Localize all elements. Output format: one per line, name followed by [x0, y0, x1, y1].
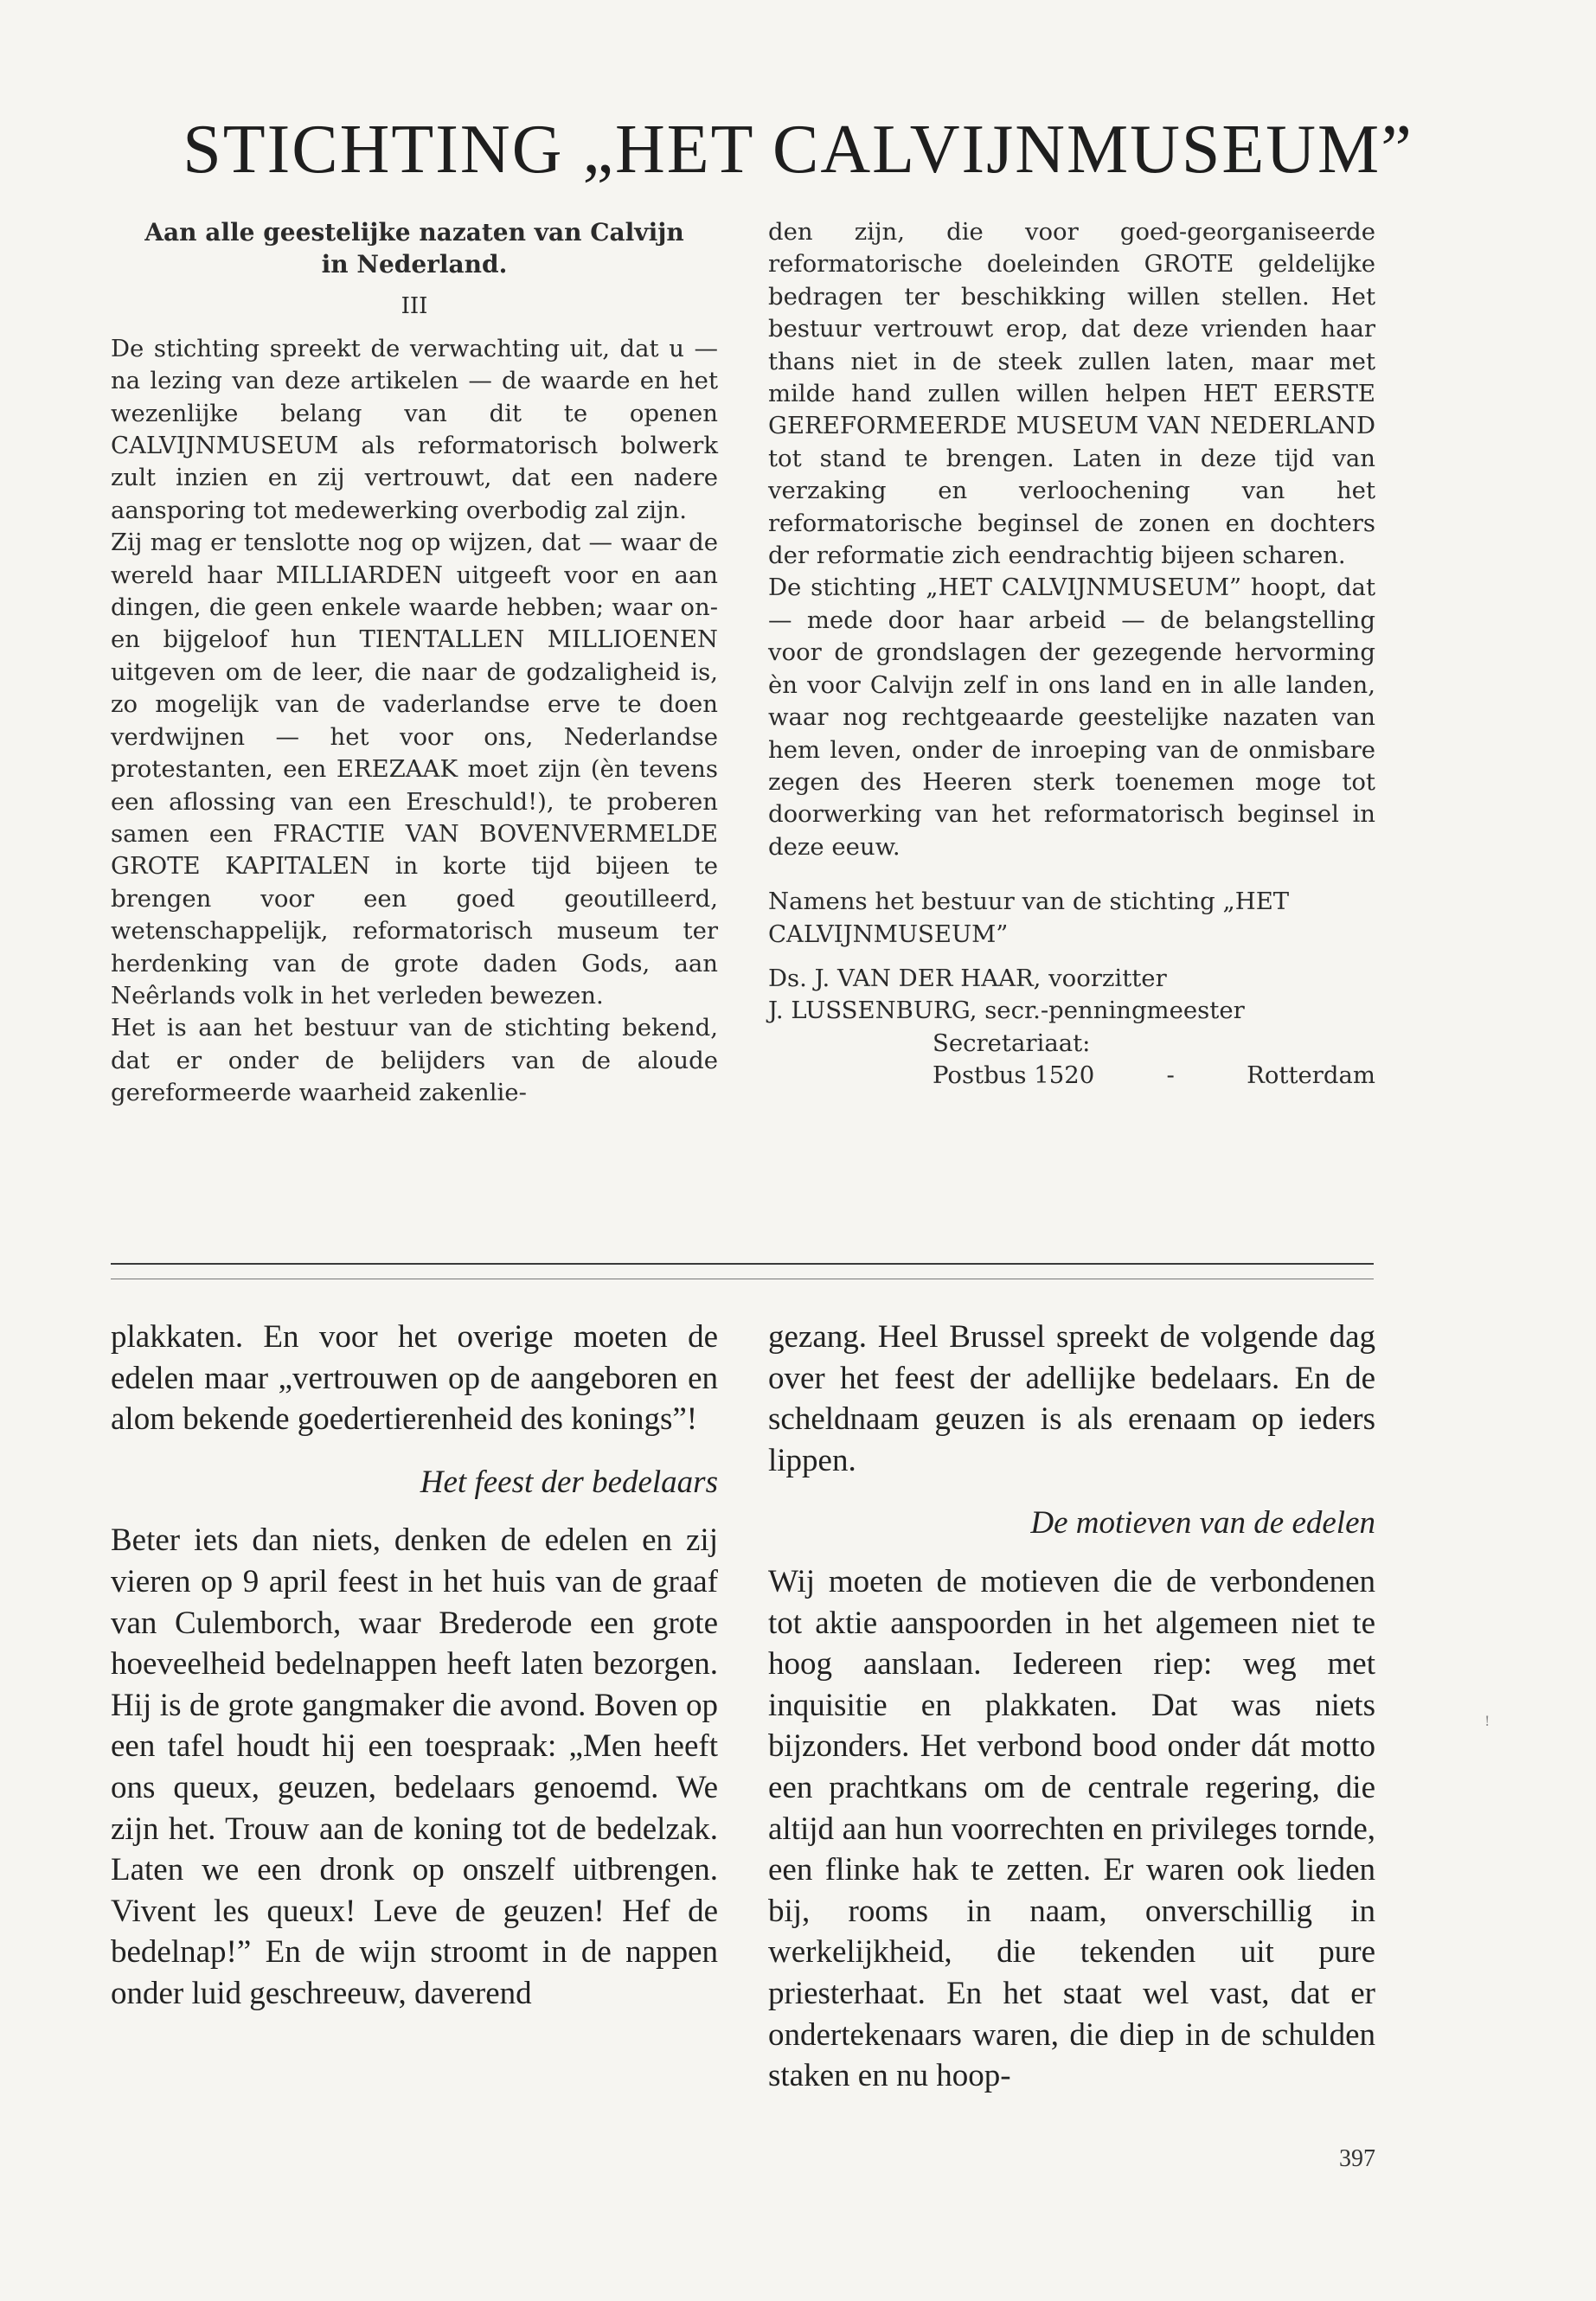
signature-chair: Ds. J. VAN DER HAAR, voorzitter — [768, 964, 1167, 992]
signature-intro: Namens het bestuur van de stichting „HET CALVIJNMUSEUM” — [768, 888, 1290, 948]
article-paragraph: den zijn, die voor goed-georganiseerde reformatorische doeleinden GROTE geldelijke bedragen ter beschikking willen stellen. Het bestuur vertrouwt erop, dat deze vrienden haar thans niet in de steek zullen laten, maar met milde hand zullen willen helpen HET EERSTE GEREFORMEERDE MUSEUM VAN NEDERLAND tot stand te brengen. Laten in deze tijd van verzaking en verloochening van het reformatorische beginsel de zonen en dochters der reformatie zich eendrachtig bijeen scharen. — [768, 218, 1375, 570]
margin-mark: ! — [1484, 1713, 1490, 1729]
address-city: Rotterdam — [1247, 1061, 1375, 1090]
section-subheading: Het feest der bedelaars — [420, 1464, 718, 1500]
secretariat-address — [768, 1060, 1375, 1092]
section-divider — [111, 1263, 1374, 1265]
continuation-paragraph: Beter iets dan niets, denken de edelen en zij vieren op 9 april feest in het huis van de graaf van Culemborch, waar Brederode een grote hoeveelheid bedelnappen heeft laten bezorgen. Hij is de grote gangmaker die avond. Boven op een tafel houdt hij een toespraak: „Men heeft ons queux, geuzen, bedelaars genoemd. We zijn het. Trouw aan de koning tot de bedelzak. Laten we een dronk op onszelf uitbrengen. Vivent les queux! Leve de geuzen! Hef de bedelnap!” En de wijn stroomt in de nappen onder luid geschreeuw, daverend — [111, 1522, 718, 2011]
page-title: STICHTING „HET CALVIJNMUSEUM” — [183, 112, 1413, 188]
continuation-column-right — [768, 1317, 1375, 2097]
section-subheading: De motieven van de edelen — [1030, 1505, 1375, 1541]
article-numeral: III — [401, 292, 428, 319]
signature-secretary: J. LUSSENBURG, secr.-penningmeester — [768, 997, 1245, 1025]
article-paragraph: De stichting „HET CALVIJNMUSEUM” hoopt, dat — mede door haar arbeid — de belangstelling voor de grondslagen der gezegende hervorming èn voor Calvijn zelf in ons land en in alle landen, waar nog rechtgeaarde geestelijke nazaten van hem leven, onder de inroeping van de onmisbare zegen des Heeren sterk toenemen moge tot doorwerking van het reformatorisch beginsel in deze eeuw. — [768, 574, 1375, 861]
secretariat-label: Secretariaat: — [933, 1029, 1091, 1057]
article-paragraph: De stichting spreekt de verwachting uit, dat u — na lezing van deze artikelen — de waarde en het wezenlijke belang van dit te openen CALVIJNMUSEUM als reformatorisch bolwerk zult inzien en zij vertrouwt, dat een nadere aansporing tot medewerking overbodig zal zijn. — [111, 334, 718, 524]
continuation-paragraph: plakkaten. En voor het overige moeten de edelen maar „vertrouwen op de aangeboren en alom bekende goedertierenheid des konings”! — [111, 1319, 718, 1438]
address-dash: - — [1166, 1061, 1175, 1090]
article-paragraph: Het is aan het bestuur van de stichting bekend, dat er onder de belijders van de aloude gereformeerde waarheid zakenlie- — [111, 1014, 718, 1107]
continuation-paragraph: gezang. Heel Brussel spreekt de volgende dag over het feest der adellijke bedelaars. En de scheldnaam geuzen is als erenaam op ieders lippen. — [768, 1319, 1375, 1478]
article-heading-line2: in Nederland. — [321, 250, 508, 279]
article-column-right — [768, 216, 1375, 1093]
article-heading-line1: Aan alle geestelijke nazaten van Calvijn — [144, 218, 684, 247]
article-column-left — [111, 216, 718, 1110]
article-paragraph: Zij mag er tenslotte nog op wijzen, dat — waar de wereld haar MILLIARDEN uitgeeft voor en aan dingen, die geen enkele waarde hebben; waar on- en bijgeloof hun TIENTALLEN MILLIOENEN uitgeven om de leer, die naar de godzaligheid is, zo mogelijk van de vaderlandse erve te doen verdwijnen — het voor ons, Nederlandse protestanten, een EREZAAK moet zijn (èn tevens een aflossing van een Ereschuld!), te proberen samen een FRACTIE VAN BOVENVERMELDE GROTE KAPITALEN in korte tijd bijeen te brengen voor een goed geoutilleerd, wetenschappelijk, reformatorisch museum ter herdenking van de grote daden Gods, aan Neêrlands volk in het verleden bewezen. — [111, 529, 718, 1009]
postbus-number: Postbus 1520 — [933, 1061, 1095, 1090]
page-number: 397 — [1339, 2145, 1375, 2172]
continuation-paragraph: Wij moeten de motieven die de verbondenen tot aktie aanspoorden in het algemeen niet te hoog aanslaan. Iedereen riep: weg met inquisitie en plakkaten. Dat was niets bijzonders. Het verbond bood onder dát motto een prachtkans om de centrale regering, die altijd aan hun voorrechten en privileges tornde, een flinke hak te zetten. Er waren ook lieden bij, rooms in naam, onverschillig in werkelijkheid, die tekenden uit pure priesterhaat. En het staat wel vast, dat er ondertekenaars waren, die diep in de schulden staken en nu hoop- — [768, 1563, 1375, 2094]
continuation-column-left — [111, 1317, 718, 2015]
